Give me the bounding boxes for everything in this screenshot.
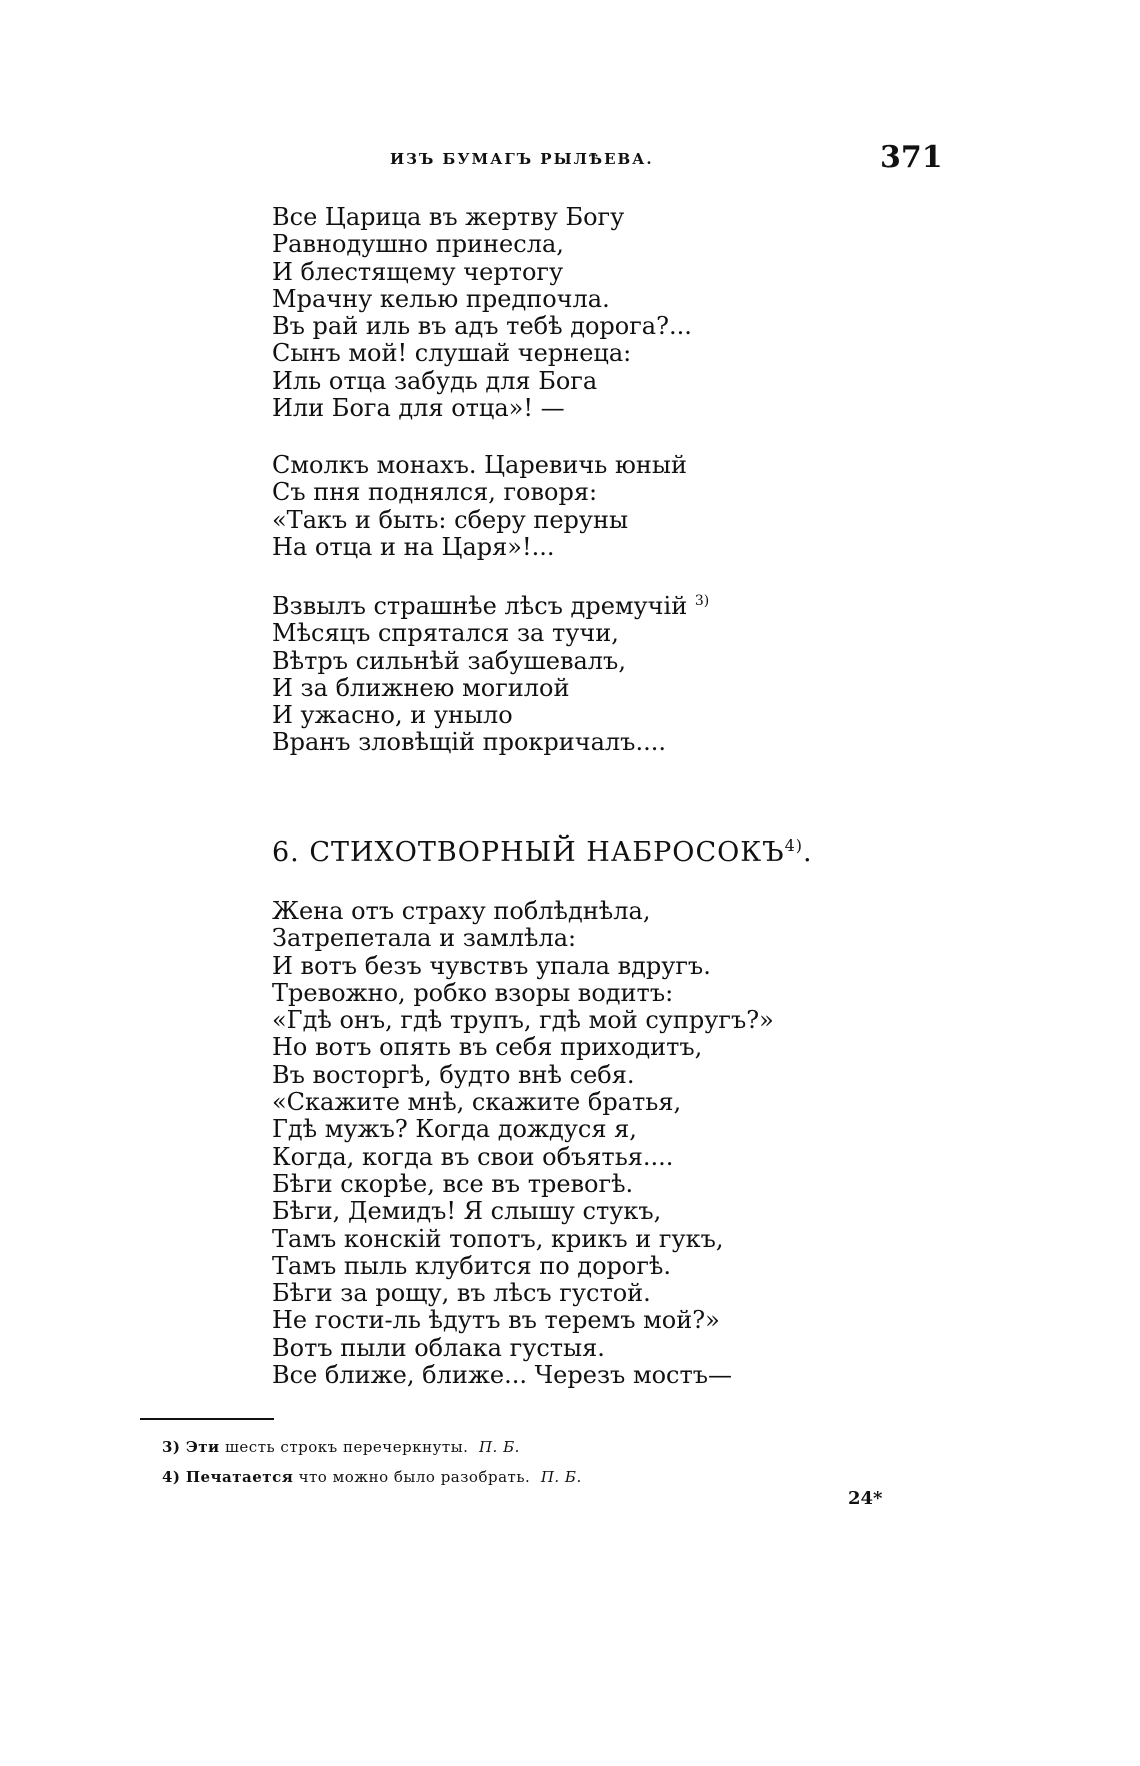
verse-line: Все Царица въ жертву Богу [272,203,625,231]
page-number: 371 [880,140,943,175]
verse-line: Когда, когда въ свои объятья.... [272,1142,674,1171]
verse-line: Въ рай иль въ адъ тебѣ дорога?... [272,312,692,341]
verse-line: Мѣсяцъ спрятался за тучи, [272,619,619,648]
footnote-text: что можно было разобрать. [298,1468,531,1486]
footnote-reference: 4) [784,836,804,855]
verse-line: И ужасно, и уныло [272,701,513,730]
verse-line: Или Бога для отца»! — [272,394,565,423]
verse-line: Мрачну келью предпочла. [272,284,610,313]
verse-line: Равнодушно принесла, [272,230,564,259]
verse-line: Бѣги скорѣе, все въ тревогѣ. [272,1169,634,1198]
running-head: ИЗЪ БУМАГЪ РЫЛѢЕВА. [390,150,654,168]
verse-text: Взвылъ страшнѣе лѣсъ дремучій [272,592,688,620]
verse-line: Не гости-ль ѣдутъ въ теремъ мой?» [272,1306,720,1335]
verse-line: И блестящему чертогу [272,257,564,286]
verse-line: Затрепетала и замлѣла: [272,924,577,953]
verse-line: Вотъ пыли облака густыя. [272,1333,605,1362]
verse-line: И за ближнею могилой [272,673,570,702]
verse-line: «Скажите мнѣ, скажите братья, [272,1088,682,1117]
footnote-marker: 4) [162,1468,181,1486]
section-title-text: 6. СТИХОТВОРНЫЙ НАБРОСОКЪ [272,837,785,868]
stanza-2 [272,452,687,561]
verse-line: Съ пня поднялся, говоря: [272,478,598,507]
verse-line: Тамъ конскій топотъ, крикъ и гукъ, [272,1224,724,1253]
verse-line: Но вотъ опять въ себя приходитъ, [272,1033,703,1062]
printer-signature-mark: 24* [848,1488,883,1509]
verse-line: Тревожно, робко взоры водитъ: [272,978,674,1007]
footnote-lead: Печатается [185,1468,294,1486]
footnote-signature: П. Б. [540,1468,582,1486]
verse-line: Бѣги за рощу, въ лѣсъ густой. [272,1279,651,1308]
stanza-4 [272,898,774,1389]
verse-line: «Гдѣ онъ, гдѣ трупъ, гдѣ мой супругъ?» [272,1006,774,1035]
verse-line: Сынъ мой! слушай чернеца: [272,339,632,368]
verse-line: Тамъ пыль клубится по дорогѣ. [272,1251,672,1280]
verse-line: «Такъ и быть: сберу перуны [272,505,629,534]
footnote-lead: Эти [185,1438,220,1456]
footnote-3 [162,1438,520,1456]
section-title: 6. СТИХОТВОРНЫЙ НАБРОСОКЪ$^{4)}$. [272,836,813,868]
verse-line: На отца и на Царя»!... [272,532,555,561]
verse-line: Вранъ зловѣщій прокричалъ.... [272,728,666,757]
verse-line: Въ восторгѣ, будто внѣ себя. [272,1060,635,1089]
verse-line: Бѣги, Демидъ! Я слышу стукъ, [272,1197,662,1226]
footnote-marker: 3) [162,1438,181,1456]
verse-line: Все ближе, ближе... Черезъ мостъ— [272,1361,733,1390]
footnote-divider [140,1418,274,1420]
stanza-3 [272,588,709,757]
footnote-text: шесть строкъ перечеркнуты. [224,1438,469,1456]
footnote-4 [162,1468,582,1486]
verse-line: Жена отъ страху поблѣднѣла, [272,897,651,925]
footnote-reference: 3) [694,593,710,609]
footnote-signature: П. Б. [478,1438,520,1456]
verse-line: Иль отца забудь для Бога [272,366,598,395]
verse-line: Смолкъ монахъ. Царевичь юный [272,451,687,479]
verse-line: Гдѣ мужъ? Когда дождуся я, [272,1115,637,1144]
verse-line [272,588,709,620]
verse-line: Вѣтръ сильнѣй забушевалъ, [272,646,626,675]
verse-line: И вотъ безъ чувствъ упала вдругъ. [272,951,711,980]
stanza-1 [272,204,692,422]
